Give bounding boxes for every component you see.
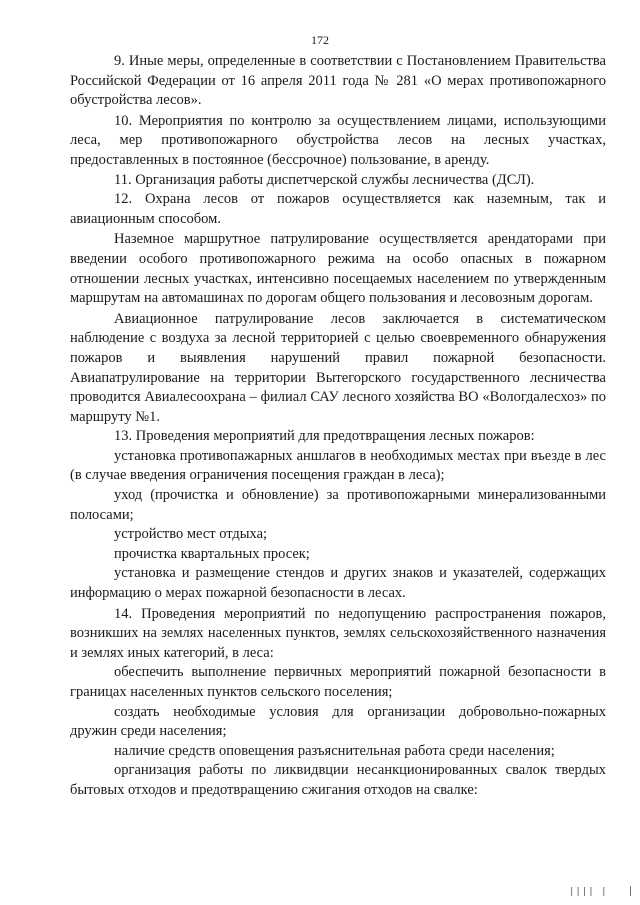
edge-tick-mark [630, 886, 631, 896]
paragraph-item-9: 9. Иные меры, определенные в соответствии с Постановлением Правительства Российской Федерации от 16 апреля 2011 года № 281 «О мерах противопожарного обустройства лесов». [70, 53, 606, 109]
page-number: 172 [311, 33, 329, 47]
list-item-dump-elimination: организация работы по ликвидвции несанкционированных свалок твердых бытовых отходов и предотвращению сжигания отходов на свалке: [70, 762, 606, 798]
list-item-warning-means: наличие средств оповещения разъяснительная работа среди населения; [114, 742, 555, 759]
paragraph-item-14: 14. Проведения мероприятий по недопущению распространения пожаров, возникших на землях населенных пунктов, землях сельскохозяйственного назначения и землях иных категорий, в леса: [70, 605, 606, 661]
paragraph-aerial-patrol: Авиационное патрулирование лесов заключается в систематическом наблюдение с воздуха за лесной территорией с целью своевременного обнаружения пожаров и выявления нарушений правил пожарной безопасности. Авиапатрулирование на территории Вытегорского государственного лесничества проводится Авиалесоохрана – филиал САУ лесного хозяйства ВО «Вологдалесхоз» по маршруту №1. [70, 310, 606, 425]
list-item-primary-measures: обеспечить выполнение первичных мероприятий пожарной безопасности в границах населенных пунктов сельского поселения; [70, 664, 606, 700]
list-item-rest-places: устройство мест отдыха; [114, 526, 268, 543]
paragraph-ground-patrol: Наземное маршрутное патрулирование осуществляется арендаторами при введении особого противопожарного режима на особо опасных в пожарном отношении лесных участках, интенсивно посещаемых населением по утвержденным маршрутам на автомашинах по дорогам общего пользования и лесовозным дорогам. [70, 231, 606, 307]
list-item-stands: установка и размещение стендов и других знаков и указателей, содержащих информацию о мерах пожарной безопасности в лесах. [70, 565, 606, 602]
list-item-clearings: прочистка квартальных просек; [114, 545, 310, 562]
list-item-signs: установка противопажарных аншлагов в необходимых местах при въезде в лес (в случае введения ограничения посещения граждан в леса); [70, 447, 606, 484]
paragraph-item-11: 11. Организация работы диспетчерской службы лесничества (ДСЛ). [114, 171, 535, 188]
list-item-volunteer-brigades: создать необходимые условия для организации добровольно-пожарных дружин среди населения; [70, 703, 606, 740]
scan-marks: |||| | [569, 887, 608, 897]
paragraph-item-13: 13. Проведения мероприятий для предотвращения лесных пожаров: [114, 428, 535, 445]
paragraph-item-10: 10. Мероприятия по контролю за осуществлением лицами, использующими леса, мер противопожарного обустройства лесов на лесных участках, предоставленных в постоянное (бессрочное) пользование, в аренду. [70, 112, 606, 168]
list-item-firebreaks: уход (прочистка и обновление) за противопожарными минерализованными полосами; [70, 487, 606, 523]
paragraph-item-12: 12. Охрана лесов от пожаров осуществляется как наземным, так и авиационным способом. [70, 191, 606, 227]
document-body [70, 52, 606, 801]
